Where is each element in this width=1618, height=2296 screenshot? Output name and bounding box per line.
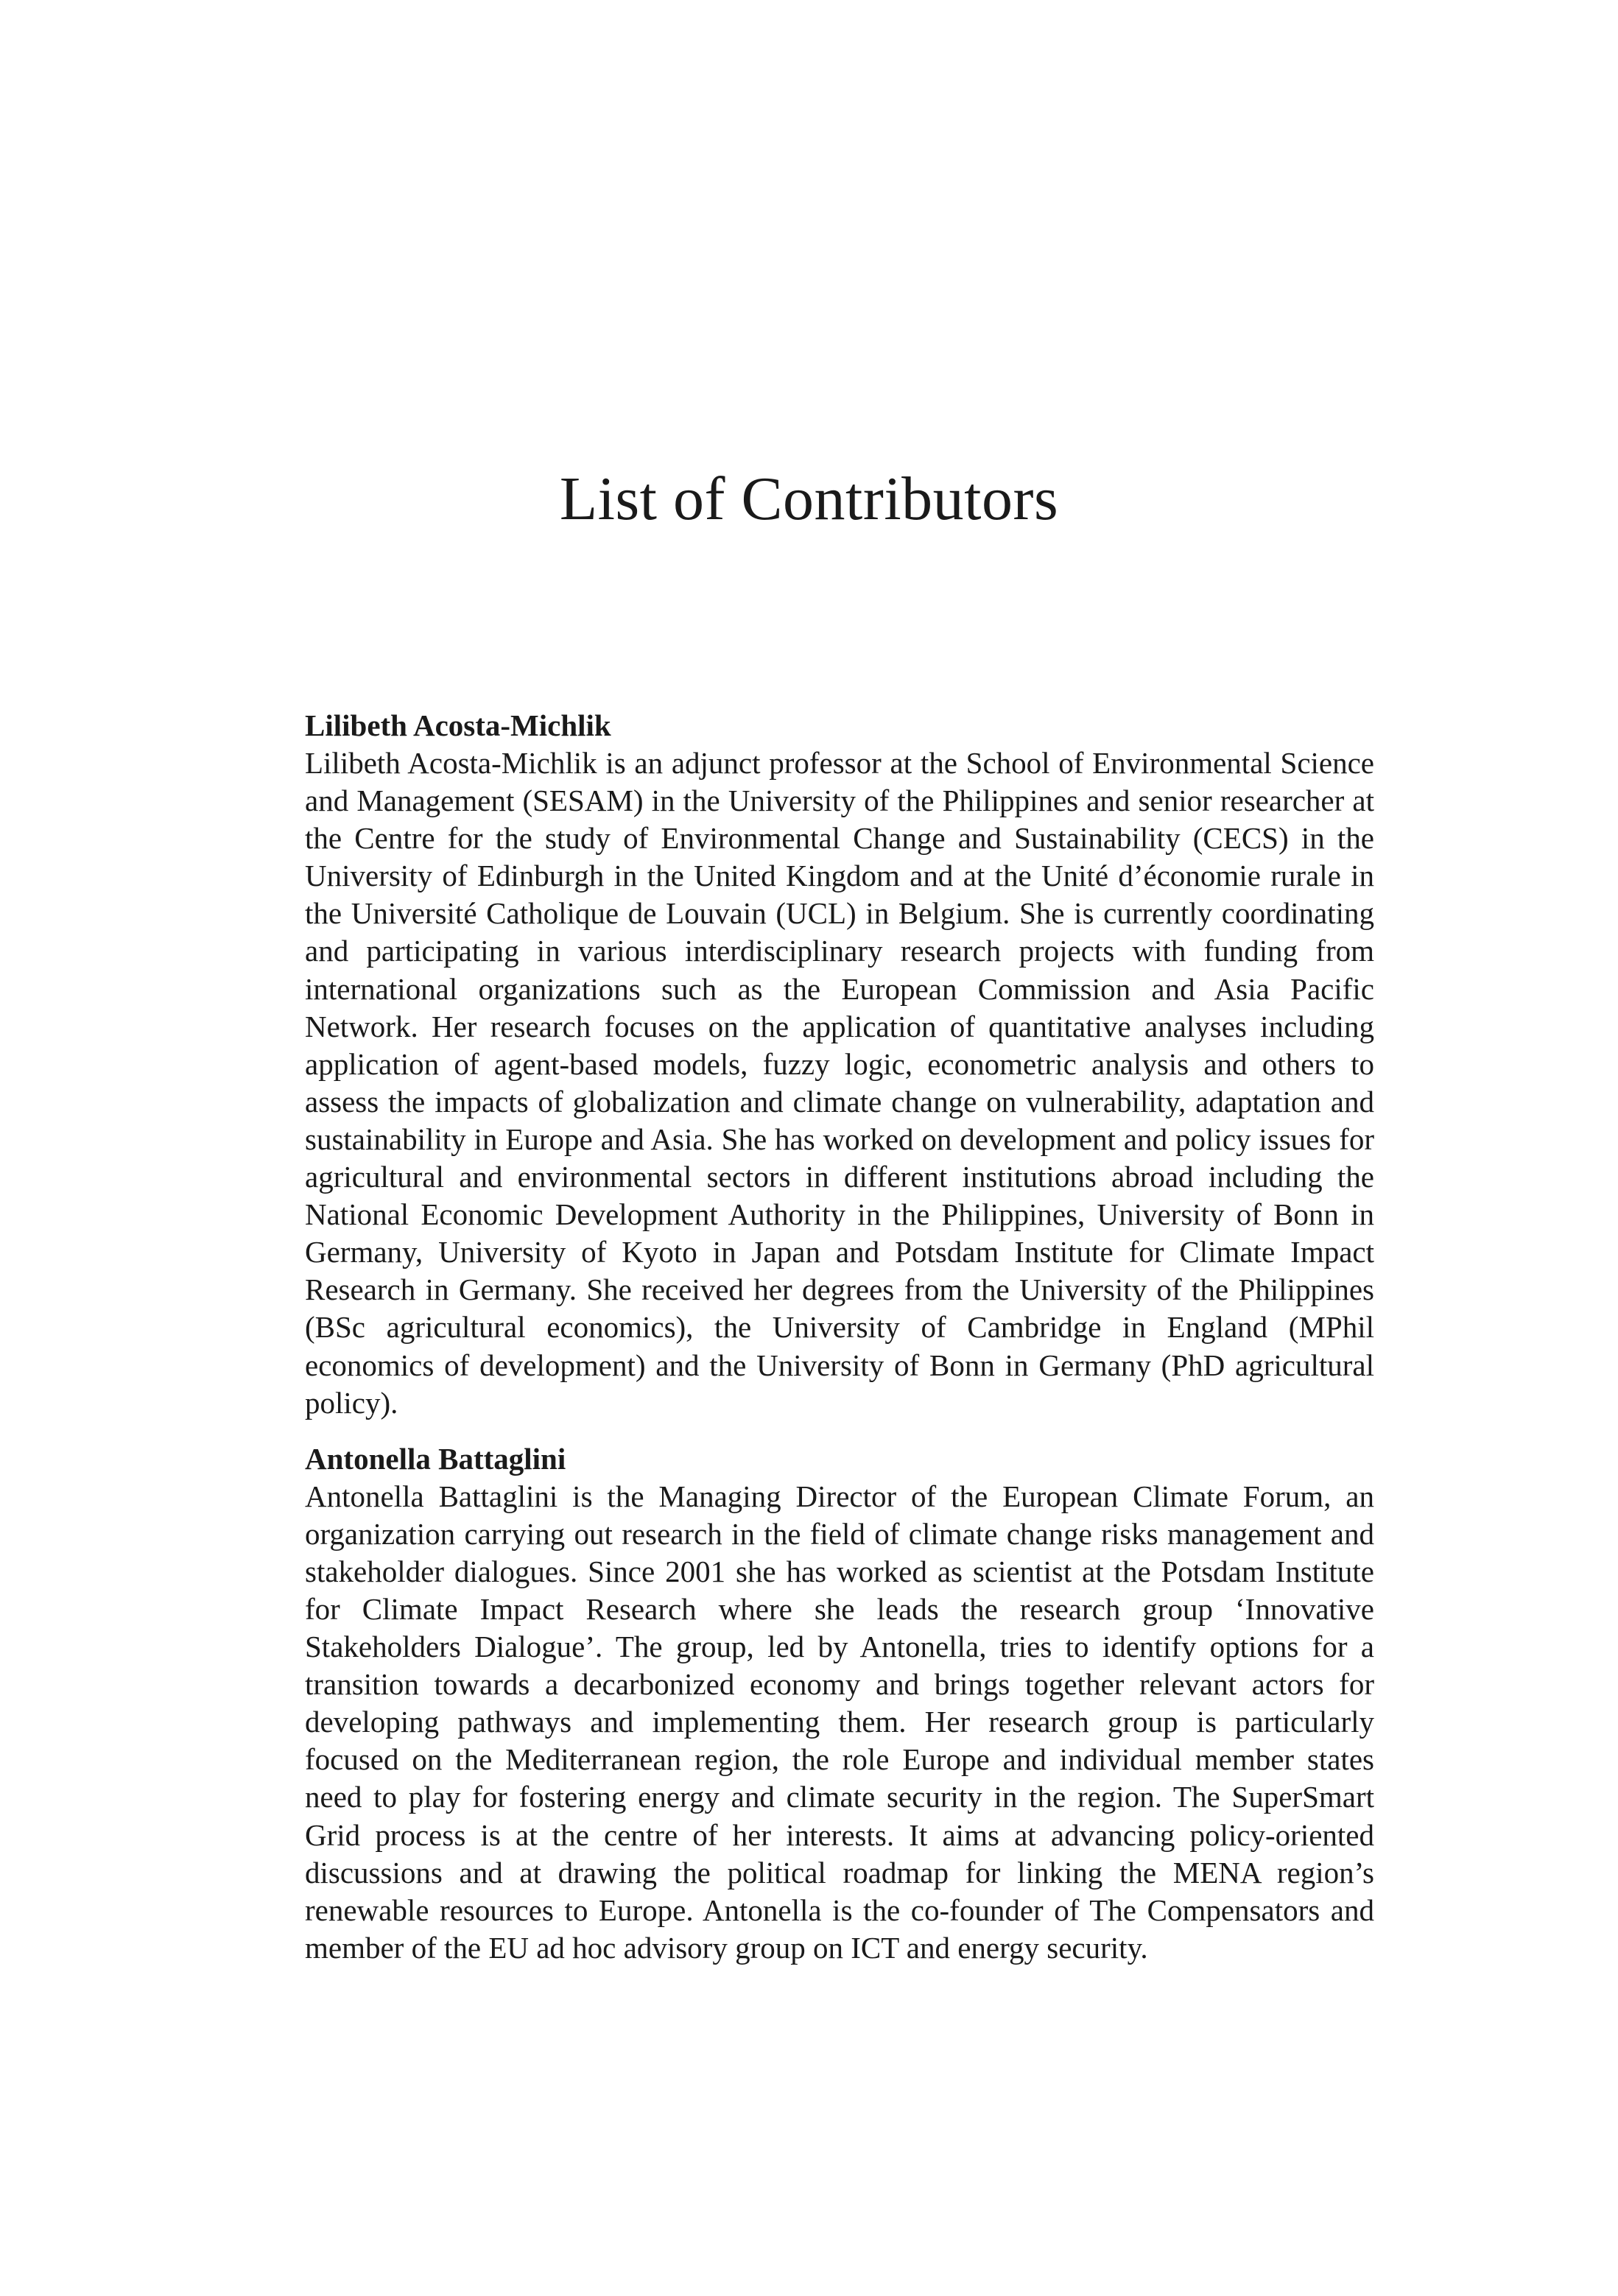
contributor-bio: Antonella Battaglini is the Managing Director of the European Climate Forum, an organization carrying out research in the field of climate change risks management and stakeholder dialogues. Since 2001 she has worked as scientist at the Potsdam Institute for Climate Impact Research where she leads the research group ‘Innovative Stakeholders Dialogue’. The group, led by Antonella, tries to identify options for a transition towards a decarbonized economy and brings together relevant actors for developing pathways and implementing them. Her research group is particularly focused on the Mediterranean region, the role Europe and individual member states need to play for fostering energy and climate security in the region. The SuperSmart Grid process is at the centre of her interests. It aims at advancing policy-oriented discussions and at drawing the political roadmap for linking the MENA region’s renewable resources to Europe. Antonella is the co-founder of The Compensators and member of the EU ad hoc advisory group on ICT and energy security. (305, 1479, 1374, 1965)
contributor-name: Antonella Battaglini (305, 1441, 566, 1476)
contributor-entry (305, 707, 1374, 1422)
contributor-bio: Lilibeth Acosta-Michlik is an adjunct professor at the School of Environmental Science and Management (SESAM) in the University of the Philippines and senior researcher at the Centre for the study of Environmental Change and Sustainability (CECS) in the University of Edinburgh in the United Kingdom and at the Unité d’économie rurale in the Université Catholique de Louvain (UCL) in Belgium. She is currently coordinating and participating in various interdisciplinary research projects with funding from international organizations such as the European Commission and Asia Pacific Network. Her research focuses on the application of quantitative analyses including application of agent-based models, fuzzy logic, econometric analysis and others to assess the impacts of globalization and climate change on vulnerability, adaptation and sustainability in Europe and Asia. She has worked on development and policy issues for agricultural and environmental sectors in different institutions abroad including the National Economic Development Authority in the Philippines, University of Bonn in Germany, University of Kyoto in Japan and Potsdam Institute for Climate Impact Research in Germany. She received her degrees from the University of the Philippines (BSc agricultural economics), the University of Cambridge in England (MPhil economics of development) and the University of Bonn in Germany (PhD agricultural policy). (305, 746, 1374, 1420)
contributor-name: Lilibeth Acosta-Michlik (305, 708, 611, 742)
contributor-list (305, 707, 1374, 1985)
contributor-entry (305, 1440, 1374, 1967)
page-title: List of Contributors (559, 465, 1059, 533)
